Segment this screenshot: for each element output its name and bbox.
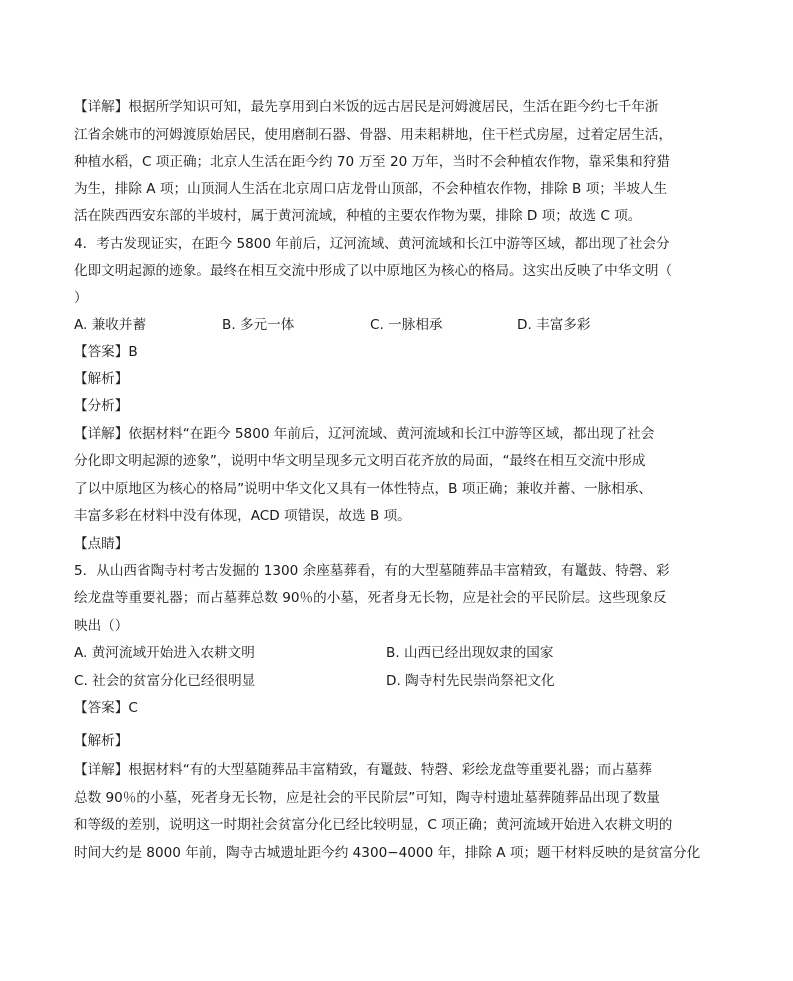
explanation-line: 【详解】根据所学知识可知，最先享用到白米饭的远古居民是河姆渡居民，生活在距今约七千年浙 <box>74 99 659 115</box>
explanation-line: 了以中原地区为核心的格局”说明中华文化又具有一体性特点，B 项正确；兼收并蓄、一脉相承、 <box>74 481 653 497</box>
option-b: B. 多元一体 <box>222 317 295 333</box>
explanation-line: 为生，排除 A 项；山顶洞人生活在北京周口店龙骨山顶部，不会种植农作物，排除 B 项；半坡人生 <box>74 181 668 197</box>
question-stem-line: ） <box>74 290 88 306</box>
question-stem-line: 映出（） <box>74 618 129 634</box>
explanation-line: 丰富多彩在材料中没有体现，ACD 项错误，故选 B 项。 <box>74 508 411 524</box>
answer-label: 【答案】C <box>74 700 138 716</box>
explanation-line: 活在陕西西安东部的半坡村，属于黄河流域，种植的主要农作物为粟，排除 D 项；故选 C 项。 <box>74 208 642 224</box>
question-stem-line: 绘龙盘等重要礼器；而占墓葬总数 90％的小墓，死者身无长物，应是社会的平民阶层。这些现象反 <box>74 590 667 606</box>
option-b: B. 山西已经出现奴隶的国家 <box>386 645 554 661</box>
option-d: D. 丰富多彩 <box>517 317 591 333</box>
option-d: D. 陶寺村先民崇尚祭祀文化 <box>386 673 555 689</box>
analysis-sub-label: 【分析】 <box>74 398 129 414</box>
explanation-line: 江省余姚市的河姆渡原始居民，使用磨制石器、骨器、用耒耜耕地，住干栏式房屋，过着定居生活， <box>74 127 673 143</box>
analysis-label: 【解析】 <box>74 371 129 387</box>
explanation-line: 总数 90％的小墓，死者身无长物，应是社会的平民阶层”可知，陶寺村遗址墓葬随葬品出现了数量 <box>74 790 661 806</box>
explanation-line: 和等级的差别，说明这一时期社会贫富分化已经比较明显，C 项正确；黄河流域开始进入农耕文明的 <box>74 817 673 833</box>
question-stem-line: 4．考古发现证实，在距今 5800 年前后，辽河流域、黄河流域和长江中游等区域，都出现了社会分 <box>74 236 670 252</box>
explanation-line: 种植水稻，C 项正确；北京人生活在距今约 70 万至 20 万年，当时不会种植农作物，靠采集和狩猎 <box>74 154 670 170</box>
answer-label: 【答案】B <box>74 344 138 360</box>
question-stem-line: 化即文明起源的迹象。最终在相互交流中形成了以中原地区为核心的格局。这实出反映了中华文明（ <box>74 263 673 279</box>
question-stem-line: 5．从山西省陶寺村考古发掘的 1300 余座墓葬看，有的大型墓随葬品丰富精致，有鼍鼓、特磬、彩 <box>74 563 670 579</box>
option-c: C. 社会的贫富分化已经很明显 <box>74 673 256 689</box>
option-a: A. 兼收并蓄 <box>74 317 147 333</box>
explanation-line: 【详解】依据材料“在距今 5800 年前后，辽河流域、黄河流域和长江中游等区域，都出现了社会 <box>74 426 655 442</box>
explanation-line: 时间大约是 8000 年前，陶寺古城遗址距今约 4300−4000 年，排除 A 项；题干材料反映的是贫富分化 <box>74 845 701 861</box>
option-a: A. 黄河流域开始进入农耕文明 <box>74 645 255 661</box>
analysis-label: 【解析】 <box>74 733 129 749</box>
option-c: C. 一脉相承 <box>370 317 443 333</box>
explanation-line: 分化即文明起源的迹象”，说明中华文明呈现多元文明百花齐放的局面，“最终在相互交流中形成 <box>74 453 646 469</box>
tip-label: 【点睛】 <box>74 536 129 552</box>
explanation-line: 【详解】根据材料“有的大型墓随葬品丰富精致，有鼍鼓、特磬、彩绘龙盘等重要礼器；而占墓葬 <box>74 762 652 778</box>
